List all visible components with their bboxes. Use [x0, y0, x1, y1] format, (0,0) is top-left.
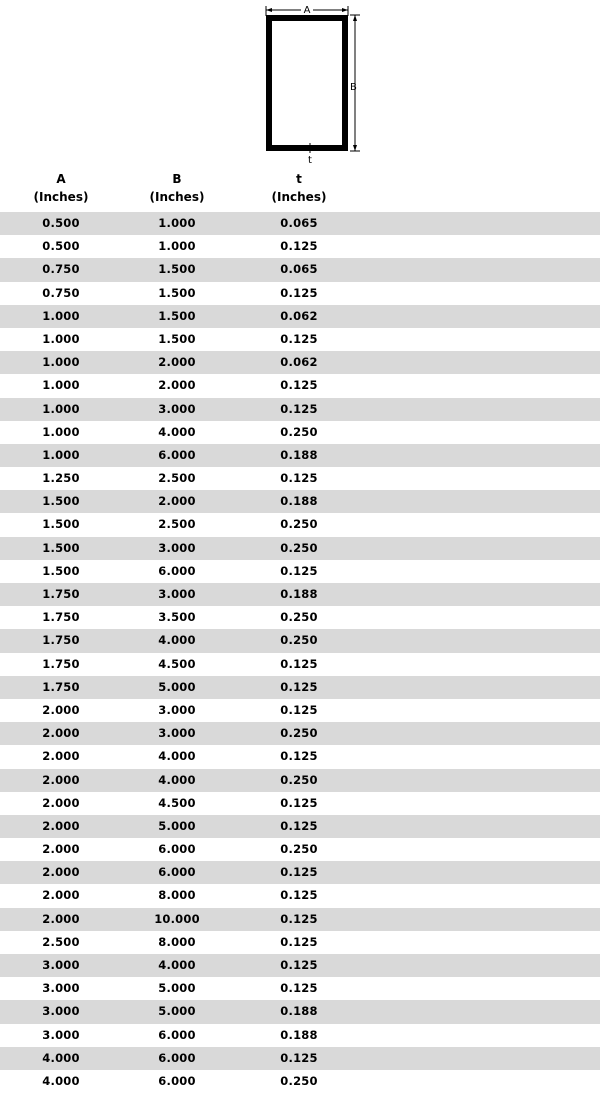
cell-a: 1.000 [42, 401, 80, 416]
cell-b: 1.000 [158, 239, 196, 254]
cell-t: 0.188 [280, 1027, 318, 1042]
cell-b: 4.000 [158, 772, 196, 787]
cell-a: 1.000 [42, 424, 80, 439]
cell-t: 0.065 [280, 262, 318, 277]
table-row [0, 653, 600, 676]
table-row [0, 513, 600, 536]
cell-t: 0.125 [280, 702, 318, 717]
cell-b: 4.000 [158, 749, 196, 764]
table-row [0, 606, 600, 629]
table-row [0, 421, 600, 444]
table-row [0, 745, 600, 768]
table-row [0, 699, 600, 722]
cell-a: 3.000 [42, 1027, 80, 1042]
cell-t: 0.125 [280, 656, 318, 671]
cell-t: 0.125 [280, 401, 318, 416]
table-row [0, 931, 600, 954]
cell-b: 4.000 [158, 958, 196, 972]
cell-t: 0.250 [280, 610, 318, 625]
table-row [0, 884, 600, 907]
cell-a: 1.250 [42, 471, 80, 486]
table-row [0, 235, 600, 258]
table-row [0, 861, 600, 884]
cell-a: 2.000 [42, 818, 80, 833]
table-row [0, 212, 600, 235]
cell-t: 0.250 [280, 517, 318, 532]
table-row [0, 351, 600, 374]
cell-a: 1.500 [42, 540, 80, 555]
cell-a: 1.000 [42, 355, 80, 370]
cell-a: 3.000 [42, 981, 80, 996]
cell-b: 8.000 [158, 934, 196, 949]
cell-t: 0.188 [280, 1004, 318, 1019]
cell-a: 2.500 [42, 934, 80, 949]
dimension-t-marker [308, 146, 312, 150]
cell-t: 0.250 [280, 726, 318, 741]
table-row [0, 954, 600, 977]
cell-b: 6.000 [158, 865, 196, 880]
cell-a: 1.750 [42, 679, 80, 694]
table-row [0, 815, 600, 838]
cell-t: 0.125 [280, 749, 318, 764]
cell-t: 0.065 [280, 216, 318, 230]
cell-t: 0.250 [280, 842, 318, 857]
cell-a: 0.500 [42, 216, 80, 230]
cell-t: 0.125 [280, 958, 318, 972]
cell-a: 2.000 [42, 911, 80, 926]
table-row [0, 282, 600, 305]
cell-a: 2.000 [42, 865, 80, 880]
cell-a: 2.000 [42, 795, 80, 810]
table-row [0, 792, 600, 815]
table-row [0, 1000, 600, 1023]
cell-a: 1.750 [42, 587, 80, 601]
cell-b: 6.000 [158, 842, 196, 857]
cell-t: 0.125 [280, 378, 318, 393]
cell-b: 4.500 [158, 656, 196, 671]
dimension-b-arrow-top [353, 15, 357, 21]
cell-a: 4.000 [42, 1050, 80, 1065]
cell-a: 1.750 [42, 656, 80, 671]
column-header-t [239, 170, 359, 206]
cell-a: 1.000 [42, 378, 80, 393]
cell-a: 2.000 [42, 842, 80, 857]
column-header-b-unit: (Inches) [149, 190, 205, 204]
cell-b: 5.000 [158, 679, 196, 694]
cell-a: 0.750 [42, 262, 80, 277]
table-row [0, 305, 600, 328]
cell-t: 0.125 [280, 331, 318, 346]
cell-t: 0.250 [280, 633, 318, 648]
cell-t: 0.125 [280, 1050, 318, 1065]
table-row [0, 629, 600, 652]
cell-t: 0.125 [280, 934, 318, 949]
cell-a: 1.500 [42, 494, 80, 509]
dimension-a-arrow-left [266, 8, 272, 12]
table-row [0, 444, 600, 467]
tube-outline [269, 18, 345, 148]
cell-b: 5.000 [158, 818, 196, 833]
cell-a: 4.000 [42, 1073, 80, 1088]
cell-b: 6.000 [158, 563, 196, 578]
dimension-b-label: B [350, 82, 357, 93]
cell-b: 6.000 [158, 1027, 196, 1042]
table-row [0, 258, 600, 281]
cell-a: 2.000 [42, 702, 80, 717]
column-header-b-name: B [172, 172, 182, 186]
table-row [0, 977, 600, 1000]
cell-b: 10.000 [154, 911, 200, 926]
cell-b: 1.000 [158, 216, 196, 230]
cell-a: 1.500 [42, 563, 80, 578]
dimension-a-label: A [303, 5, 311, 16]
cell-b: 3.000 [158, 587, 196, 601]
dimensions-table [0, 212, 600, 1093]
cell-b: 3.000 [158, 540, 196, 555]
dimension-b-arrow-bottom [353, 145, 357, 151]
cell-t: 0.125 [280, 865, 318, 880]
cell-b: 8.000 [158, 888, 196, 903]
table-row [0, 1070, 600, 1093]
cell-t: 0.250 [280, 772, 318, 787]
table-row [0, 1047, 600, 1070]
cell-b: 4.000 [158, 633, 196, 648]
cell-b: 1.500 [158, 262, 196, 277]
table-row [0, 722, 600, 745]
rectangular-tube-diagram [0, 0, 600, 168]
cell-t: 0.125 [280, 471, 318, 486]
table-row [0, 490, 600, 513]
cell-t: 0.125 [280, 795, 318, 810]
cell-t: 0.188 [280, 494, 318, 509]
cell-b: 5.000 [158, 1004, 196, 1019]
cell-b: 6.000 [158, 1050, 196, 1065]
table-row [0, 838, 600, 861]
cell-a: 1.750 [42, 633, 80, 648]
cell-b: 2.000 [158, 355, 196, 370]
cell-t: 0.125 [280, 911, 318, 926]
column-header-a [1, 170, 121, 206]
cell-b: 1.500 [158, 331, 196, 346]
cell-b: 5.000 [158, 981, 196, 996]
cell-a: 1.500 [42, 517, 80, 532]
cell-t: 0.188 [280, 447, 318, 462]
cell-a: 3.000 [42, 1004, 80, 1019]
table-row [0, 328, 600, 351]
cell-t: 0.125 [280, 563, 318, 578]
column-header-a-name: A [56, 172, 66, 186]
cell-b: 2.500 [158, 517, 196, 532]
cell-b: 2.500 [158, 471, 196, 486]
cell-t: 0.125 [280, 239, 318, 254]
table-row [0, 1024, 600, 1047]
cell-t: 0.125 [280, 818, 318, 833]
cell-b: 2.000 [158, 494, 196, 509]
table-row [0, 769, 600, 792]
cell-b: 1.500 [158, 285, 196, 300]
cell-b: 4.000 [158, 424, 196, 439]
cell-a: 1.750 [42, 610, 80, 625]
table-row [0, 676, 600, 699]
table-row [0, 467, 600, 490]
cell-b: 6.000 [158, 1073, 196, 1088]
cell-t: 0.125 [280, 679, 318, 694]
cell-b: 2.000 [158, 378, 196, 393]
cell-t: 0.062 [280, 355, 318, 370]
column-header-b [117, 170, 237, 206]
table-header [0, 168, 600, 212]
cell-b: 6.000 [158, 447, 196, 462]
cell-b: 3.000 [158, 702, 196, 717]
table-row [0, 908, 600, 931]
cell-a: 2.000 [42, 726, 80, 741]
column-header-t-unit: (Inches) [271, 190, 327, 204]
cell-b: 4.500 [158, 795, 196, 810]
cell-t: 0.250 [280, 540, 318, 555]
table-row [0, 374, 600, 397]
table-row [0, 398, 600, 421]
cell-t: 0.125 [280, 888, 318, 903]
cell-a: 1.000 [42, 308, 80, 323]
cell-b: 3.000 [158, 726, 196, 741]
dimension-t-label: t [308, 155, 312, 166]
column-header-t-name: t [296, 172, 302, 186]
cell-a: 2.000 [42, 772, 80, 787]
cell-a: 0.500 [42, 239, 80, 254]
cell-a: 3.000 [42, 958, 80, 972]
cell-a: 2.000 [42, 749, 80, 764]
cell-t: 0.250 [280, 424, 318, 439]
cell-t: 0.125 [280, 285, 318, 300]
table-row [0, 583, 600, 606]
cell-b: 3.500 [158, 610, 196, 625]
cell-t: 0.250 [280, 1073, 318, 1088]
cell-b: 1.500 [158, 308, 196, 323]
cell-t: 0.125 [280, 981, 318, 996]
cell-a: 0.750 [42, 285, 80, 300]
cell-t: 0.188 [280, 587, 318, 601]
column-header-a-unit: (Inches) [33, 190, 89, 204]
table-row [0, 537, 600, 560]
cell-a: 2.000 [42, 888, 80, 903]
cell-t: 0.062 [280, 308, 318, 323]
cell-b: 3.000 [158, 401, 196, 416]
cell-a: 1.000 [42, 331, 80, 346]
dimension-a-arrow-right [342, 8, 348, 12]
table-row [0, 560, 600, 583]
cell-a: 1.000 [42, 447, 80, 462]
